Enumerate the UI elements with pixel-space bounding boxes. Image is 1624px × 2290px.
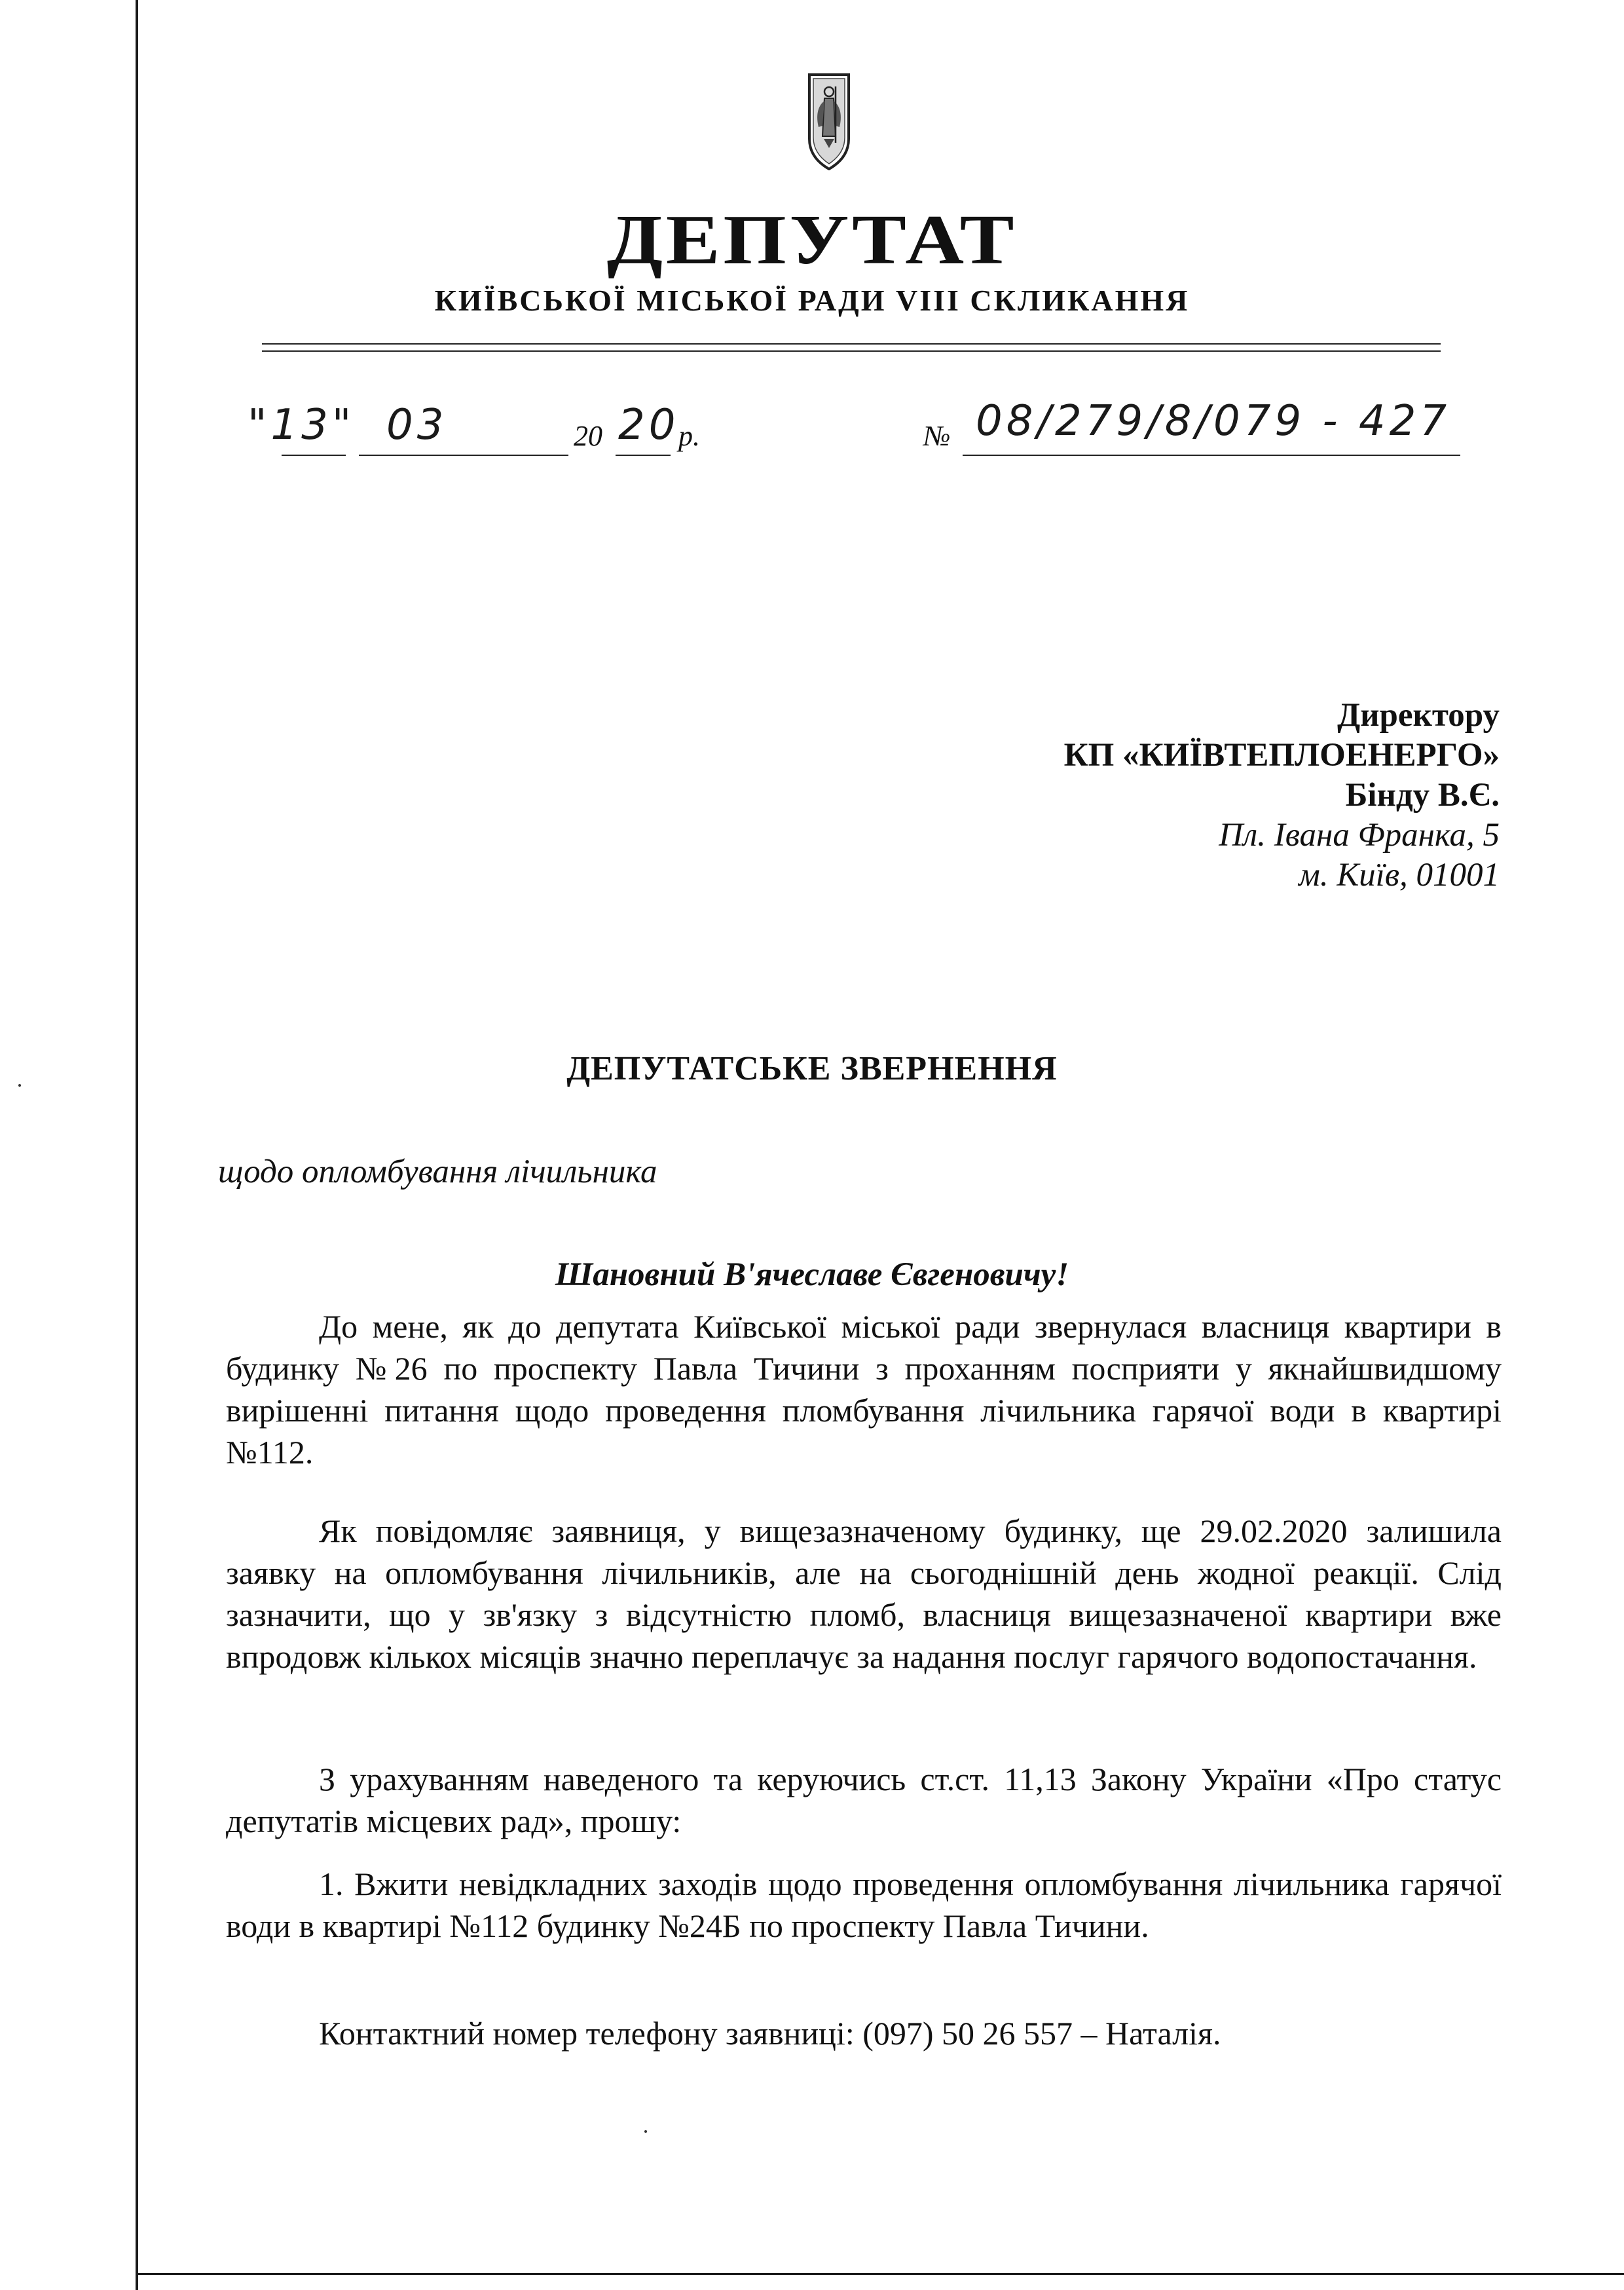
date-month: 03 [386,401,448,449]
salutation: Шановний В'ячеславе Євгеновичу! [555,1256,1069,1293]
addressee-company: КП «КИЇВТЕПЛОЕНЕРГО» [1063,737,1500,774]
reg-number-underline [963,455,1460,456]
date-day-underline [282,455,346,456]
date-month-underline [359,455,568,456]
date-year-prefix: 20 [574,420,602,452]
header-rule [262,350,1441,352]
body-paragraph: З урахуванням наведеного та керуючись ст.ст. 11,13 Закону України «Про статус депутатів місцевих рад», прошу: [226,1761,1502,1839]
header-rule [262,343,1441,345]
request-item: 1. Вжити невідкладних заходів щодо проведення опломбування лічильника гарячої води в квартирі №112 будинку №24Б по проспекту Павла Тичини. [226,1866,1502,1944]
reg-number-label: № [923,420,951,452]
addressee-street: Пл. Івана Франка, 5 [1219,817,1500,854]
date-day: "13" [248,401,356,449]
date-year-underline [616,455,671,456]
contact-line: Контактний номер телефону заявниці: (097) 50 26 557 – Наталія. [319,2015,1221,2052]
kyiv-coat-of-arms-icon [807,71,851,170]
body-paragraph: До мене, як до депутата Київської міської ради звернулася власниця квартири в будинку №26 по проспекту Павла Тичини з проханням посприяти у якнайшвидшому вирішенні питання щодо проведення пломбування лічильника гарячої води в квартирі №112. [226,1308,1502,1471]
deputy-title: ДЕПУТАТ [606,201,1018,279]
document-subject: щодо опломбування лічильника [218,1154,657,1190]
addressee-city: м. Київ, 01001 [1299,857,1500,893]
date-year-abbr: р. [678,420,700,452]
reg-number-value: 08/279/8/079 - 427 [976,397,1451,445]
date-year-suffix: 20 [618,401,680,449]
addressee-block [517,696,1500,895]
document-heading: ДЕПУТАТСЬКЕ ЗВЕРНЕННЯ [566,1050,1058,1087]
addressee-name: Бінду В.Є. [1345,777,1500,814]
left-margin-line [136,0,138,2290]
bottom-edge-line [136,2273,1624,2275]
council-subtitle: КИЇВСЬКОЇ МІСЬКОЇ РАДИ VIII СКЛИКАННЯ [434,284,1190,317]
body-paragraph: Як повідомляє заявниця, у вищезазначеному будинку, ще 29.02.2020 залишила заявку на опломбування лічильників, але на сьогоднішній день жодної реакції. Слід зазначити, що у зв'язку з відсутністю пломб, власниця вищезазначеної квартири вже впродовж кількох місяців значно переплачує за надання послуг гарячого водопостачання. [226,1512,1502,1675]
scan-speck [644,2130,647,2133]
addressee-position: Директору [1337,697,1500,734]
